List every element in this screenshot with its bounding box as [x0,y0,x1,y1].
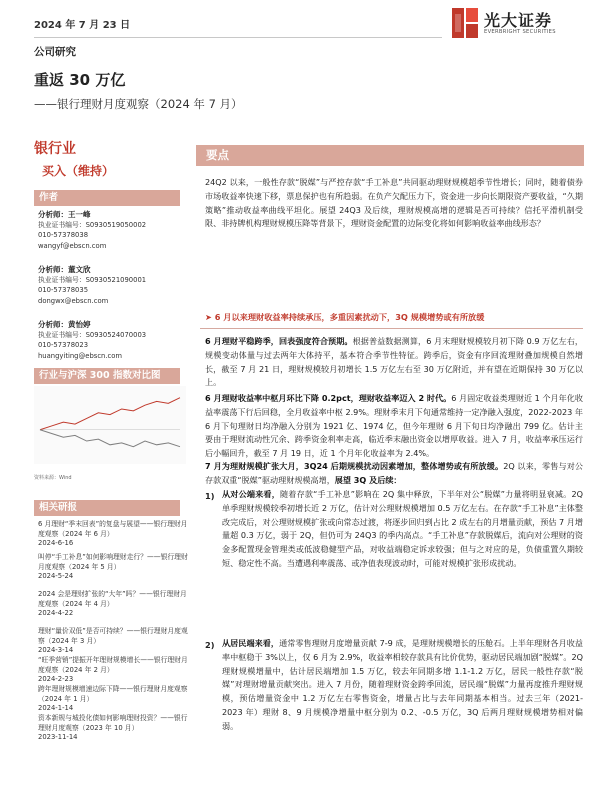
everbright-logo-icon [452,8,478,38]
highlight-heading: ➤ 6 月以来理财收益率持续承压，多重因素扰动下，3Q 规模增势或有所放缓 [205,312,485,322]
related-heading: 相关研报 [34,500,180,516]
chart-caption: 资料来源：Wind [34,475,72,481]
related-report-date: 2023-11-14 [38,733,78,742]
paragraph-1-body: 根据普益数据测算，6 月末理财规模较月初下降 0.9 万亿左右，规模变动体量与过去两年大体持平，基本符合季节性特征。跨季后，资金有序回流理财叠加规模自然增长，截至 7 月 21 日，理财规模较月初增长 1.5 万亿左右至 30 万亿附近，并有望在近期保持 30 万亿以上。 [205,336,583,388]
paragraph-2-body: 6 月固定收益类理财近 1 个月年化收益率震荡下行后回稳，全月收益率中枢 2.9%。理财季末月下旬通常维持一定净融入强度，2022-2023 年 6 月下旬理财日均净融入分别为 1921 亿、1974 亿，但今年理财 6 月下旬日均净融出 799 亿。估计主要由于理财流动性冗余、跨季资金利率走高，临近季末融出资金以增厚收益。进入 7 月，收益率承压运行后小幅回升，截至 7 月 19 日，近 1 个月年化收益率为 2.4%。 [205,393,583,459]
related-report-date: 2024-2-23 [38,675,74,684]
author-phone: 010-57378023 [38,341,89,350]
intro-paragraph: 24Q2 以来，一般性存款“脱媒”与严控存款“手工补息”共同驱动理财规模超季节性增长；同时，随着债券市场收益率快速下移，票息保护也有所趋弱。在负产欠配压力下，资金进一步向长期限资产要收益，“久期策略”推动收益率曲线平坦化。展望 24Q3 及后续，理财规模高增的逻辑是否可持续？信托平滑机制受限、非持牌机构理财规模压降等背景下，理财资金配置的边际变化将如何影响收益率曲线形态？ [205,177,583,229]
document-type: 公司研究 [34,46,76,58]
related-report-title: 跨年理财规模增速边际下降——银行理财月度观察（2024 年 1 月） [38,685,188,703]
author-name: 分析师：董文欣 [38,265,91,274]
chart-series-line [40,398,180,430]
key-points-heading: 要点 [196,145,584,166]
authors-heading: 作者 [34,190,180,206]
item-2 [222,637,583,734]
author-license: 执业证书编号：S0930519050002 [38,221,147,230]
item-2-number: 2) [205,640,215,650]
author-name: 分析师：王一峰 [38,210,91,219]
chart-series-line [40,430,180,447]
author-license: 执业证书编号：S0930521090001 [38,276,147,285]
related-report-date: 2024-5-24 [38,572,74,581]
rating-label: 买入（维持） [42,164,115,178]
author-card [38,265,146,306]
paragraph-3-outlook: 展望 3Q 及后续： [334,474,402,485]
paragraph-3-body: 2Q 以来，零售与对公存款双重“脱媒”驱动理财规模高增， [205,461,584,485]
report-title: 重返 30 万亿 [34,71,126,89]
item-1-lead: 从对公端来看， [222,489,281,499]
related-report-title: 资本新规与城投化债如何影响理财投资？——银行理财月度观察（2023 年 10 月） [38,714,188,732]
brand-logo [452,6,582,40]
header-divider [34,37,442,38]
author-card [38,320,146,361]
related-report-item[interactable] [38,590,188,619]
paragraph-2-lead: 6 月理财收益率中枢月环比下降 0.2pct，理财收益率迈入 2 时代。 [205,393,452,403]
related-report-title: “旺季营销”提振开年理财规模增长——银行理财月度观察（2024 年 2 月） [38,656,188,674]
item-1-body: 随着存款“手工补息”影响在 2Q 集中释放，下半年对公“脱媒”力量将明显衰减。2Q 单季理财规模较季初增长近 2 万亿，估计对公理财规模增加 0.5 万亿左右。在存款“手工补息”主体整改完成后，对公理财规模扩张或向常态过渡，将逐步回归到占比 2 成左右的月增量贡献，预估 7 月增量超 0.3 万亿，弱于 2Q，但仍可为 24Q3 的季内高点。“手工补息”存款脱媒后，流向对公理财的资金多配置现金管理类或低波稳健型产品，对收益端稳定诉求较强；但与之对应的是，负债重置久期较短、稳定性不高。当遭遇利率震荡、或净值表现波动时，可能对规模扩张形成扰动。 [222,489,583,568]
item-2-body: 通常零售理财月度增量贡献 7-9 成，是理财规模增长的压舱石。上半年理财各月收益率中枢稳于 3%以上，仅 6 月为 2.9%，收益率相较存款具有比价优势，驱动居民端加剧“脱媒”。2Q 理财规模增量中，估计居民端增加 1.5 万亿，较去年同期多增 1.1-1.2 万亿，居民一般性存款“脱媒”对理财增量贡献突出。进入 7 月份，随着理财资金跨季回流，居民端“脱媒”力量再度推升理财规模，预估增量资金中 1.2 万亿左右零售资金，增量占比与去年同期基本相当。过去三年（2021-2023 年）理财 8、9 月规模净增量中枢分别为 0.2、-0.5 万亿，3Q 后两月理财规模增势相对偏弱。 [222,638,583,731]
paragraph-1-lead: 6 月理财平稳跨季，回表强度符合预期。 [205,336,353,346]
related-report-title: 叫停“手工补息”如何影响理财走行？——银行理财月度观察（2024 年 5 月） [38,553,188,571]
logo-chinese-name: 光大证券 [484,11,553,30]
related-report-item[interactable] [38,520,188,549]
related-report-date: 2024-1-14 [38,704,74,713]
related-report-item[interactable] [38,656,188,685]
related-report-date: 2024-4-22 [38,609,74,618]
author-name: 分析师：黄怡婷 [38,320,91,329]
report-date: 2024 年 7 月 23 日 [34,20,131,31]
paragraph-3 [205,460,583,488]
paragraph-2 [205,392,583,461]
author-license: 执业证书编号：S0930524070003 [38,331,147,340]
report-subtitle: ——银行理财月度观察（2024 年 7 月） [34,97,243,111]
author-email[interactable]: huangyiting@ebscn.com [38,351,123,360]
chart-heading: 行业与沪深 300 指数对比图 [34,368,180,384]
industry-label: 银行业 [34,141,76,157]
item-1 [222,488,583,571]
paragraph-1 [205,335,583,390]
logo-english-name: EVERBRIGHT SECURITIES [484,29,556,35]
item-2-lead: 从居民端来看， [222,638,280,648]
related-report-date: 2024-3-14 [38,646,74,655]
author-phone: 010-57378035 [38,286,89,295]
author-email[interactable]: wangyf@ebscn.com [38,241,107,250]
paragraph-3-lead: 7 月为理财规模扩张大月，3Q24 后期规模扰动因素增加，整体增势或有所放缓。 [205,461,504,471]
related-report-title: 2024 会是理财扩张的“大年”吗？——银行理财月度观察（2024 年 4 月） [38,590,187,608]
highlight-divider [200,328,583,329]
author-email[interactable]: dongwx@ebscn.com [38,296,109,305]
chart-svg [34,386,186,464]
related-report-item[interactable] [38,714,188,743]
related-report-item[interactable] [38,553,188,582]
related-report-item[interactable] [38,685,188,714]
related-report-title: 理财“量价双低”是否可持续？——银行理财月度观察（2024 年 3 月） [38,627,188,645]
item-1-number: 1) [205,491,215,501]
related-report-date: 2024-6-16 [38,539,74,548]
index-comparison-chart [34,386,186,481]
related-report-item[interactable] [38,627,188,656]
related-report-title: 6 月理财“季末回表”的复盘与展望——银行理财月度观察（2024 年 6 月） [38,520,188,538]
author-card [38,210,146,251]
author-phone: 010-57378038 [38,231,89,240]
